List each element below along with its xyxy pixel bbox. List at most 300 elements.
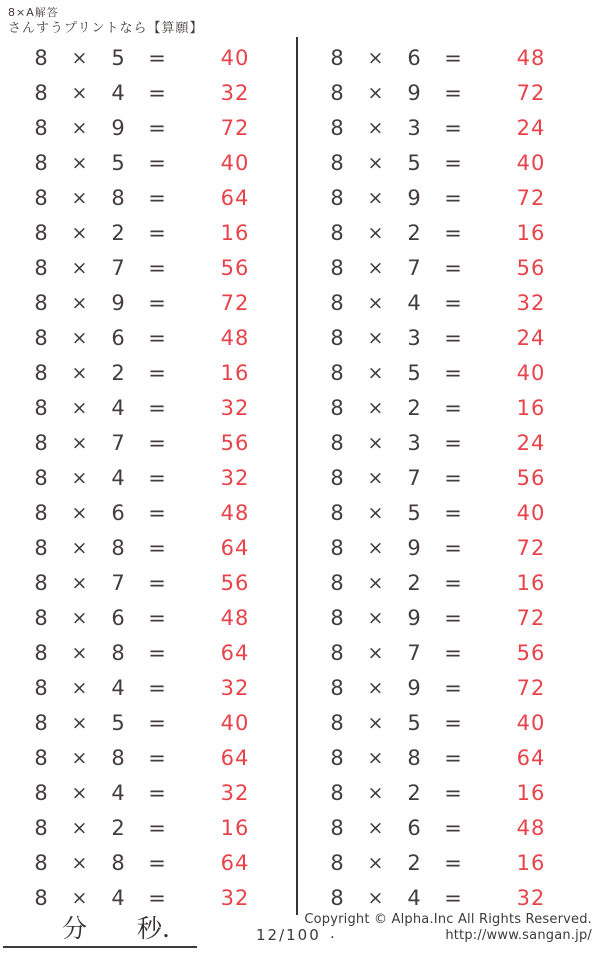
answer: 16 (516, 850, 546, 875)
answer: 24 (516, 115, 546, 140)
multiplier: 3 (407, 430, 421, 455)
problem-row (296, 880, 592, 915)
answer: 56 (220, 430, 250, 455)
answer: 32 (220, 80, 250, 105)
answer: 24 (516, 325, 546, 350)
equals-sign: = (444, 465, 462, 490)
multiplier: 8 (111, 535, 125, 560)
multiplicand: 8 (330, 535, 344, 560)
times-sign: × (367, 606, 384, 629)
multiplier: 4 (111, 395, 125, 420)
answer: 64 (220, 745, 250, 770)
multiplicand: 8 (34, 290, 48, 315)
multiplicand: 8 (330, 640, 344, 665)
equals-sign: = (148, 395, 166, 420)
answer: 48 (220, 325, 250, 350)
page-title: 8×A解答 (8, 6, 59, 19)
multiplicand: 8 (330, 430, 344, 455)
times-sign: × (367, 326, 384, 349)
times-sign: × (71, 501, 88, 524)
multiplicand: 8 (34, 360, 48, 385)
multiplier: 9 (407, 675, 421, 700)
multiplier: 2 (407, 395, 421, 420)
multiplicand: 8 (330, 885, 344, 910)
multiplier: 2 (111, 220, 125, 245)
times-sign: × (367, 221, 384, 244)
answer: 40 (220, 45, 250, 70)
answer: 40 (516, 360, 546, 385)
multiplier: 2 (111, 360, 125, 385)
times-sign: × (71, 256, 88, 279)
answer: 64 (220, 185, 250, 210)
multiplier: 9 (407, 605, 421, 630)
equals-sign: = (148, 815, 166, 840)
answer: 40 (220, 150, 250, 175)
multiplicand: 8 (34, 465, 48, 490)
problem-row (296, 40, 592, 75)
multiplier: 9 (111, 290, 125, 315)
multiplicand: 8 (330, 45, 344, 70)
answer: 48 (516, 815, 546, 840)
equals-sign: = (444, 815, 462, 840)
multiplicand: 8 (34, 45, 48, 70)
answer: 40 (516, 150, 546, 175)
answer: 72 (220, 290, 250, 315)
times-sign: × (71, 396, 88, 419)
times-sign: × (367, 641, 384, 664)
problem-row (0, 600, 296, 635)
multiplicand: 8 (330, 115, 344, 140)
problem-row (0, 565, 296, 600)
times-sign: × (71, 886, 88, 909)
multiplier: 5 (407, 710, 421, 735)
answer: 56 (516, 640, 546, 665)
problem-row (0, 530, 296, 565)
times-sign: × (367, 116, 384, 139)
answer: 56 (516, 255, 546, 280)
equals-sign: = (148, 675, 166, 700)
multiplicand: 8 (34, 850, 48, 875)
equals-sign: = (444, 570, 462, 595)
multiplier: 8 (111, 745, 125, 770)
answer: 64 (220, 850, 250, 875)
multiplicand: 8 (34, 395, 48, 420)
multiplier: 8 (111, 850, 125, 875)
times-sign: × (367, 81, 384, 104)
times-sign: × (367, 781, 384, 804)
problem-row (0, 285, 296, 320)
multiplier: 3 (407, 325, 421, 350)
equals-sign: = (444, 220, 462, 245)
times-sign: × (71, 326, 88, 349)
multiplier: 4 (111, 885, 125, 910)
times-sign: × (71, 536, 88, 559)
multiplicand: 8 (330, 570, 344, 595)
problem-row (0, 110, 296, 145)
multiplier: 5 (407, 360, 421, 385)
problem-row (296, 775, 592, 810)
times-sign: × (367, 396, 384, 419)
equals-sign: = (444, 885, 462, 910)
multiplicand: 8 (34, 780, 48, 805)
answer: 72 (516, 185, 546, 210)
times-sign: × (71, 221, 88, 244)
times-sign: × (71, 851, 88, 874)
problem-row (0, 670, 296, 705)
multiplicand: 8 (330, 290, 344, 315)
multiplicand: 8 (34, 745, 48, 770)
equals-sign: = (148, 885, 166, 910)
multiplier: 7 (407, 640, 421, 665)
problem-row (296, 600, 592, 635)
multiplicand: 8 (34, 80, 48, 105)
answer: 64 (220, 640, 250, 665)
multiplicand: 8 (34, 255, 48, 280)
multiplier: 8 (111, 185, 125, 210)
multiplicand: 8 (34, 885, 48, 910)
equals-sign: = (148, 115, 166, 140)
answer: 72 (220, 115, 250, 140)
multiplicand: 8 (34, 150, 48, 175)
equals-sign: = (148, 710, 166, 735)
equals-sign: = (444, 115, 462, 140)
multiplicand: 8 (34, 325, 48, 350)
equals-sign: = (148, 605, 166, 630)
times-sign: × (71, 81, 88, 104)
equals-sign: = (148, 185, 166, 210)
multiplicand: 8 (330, 850, 344, 875)
answer: 24 (516, 430, 546, 455)
answer: 56 (516, 465, 546, 490)
problem-row (296, 740, 592, 775)
multiplicand: 8 (330, 710, 344, 735)
problems-column-right (296, 40, 592, 915)
multiplicand: 8 (330, 360, 344, 385)
times-sign: × (367, 851, 384, 874)
multiplier: 6 (111, 500, 125, 525)
problem-row (0, 145, 296, 180)
equals-sign: = (444, 640, 462, 665)
multiplier: 5 (111, 150, 125, 175)
answer: 72 (516, 80, 546, 105)
multiplicand: 8 (34, 640, 48, 665)
website-url: http://www.sangan.jp/ (445, 928, 592, 943)
equals-sign: = (148, 500, 166, 525)
answer: 16 (516, 220, 546, 245)
equals-sign: = (444, 290, 462, 315)
times-sign: × (71, 816, 88, 839)
answer: 32 (516, 290, 546, 315)
problem-row (0, 705, 296, 740)
multiplier: 4 (111, 675, 125, 700)
multiplicand: 8 (34, 675, 48, 700)
copyright-text: Copyright © Alpha.Inc All Rights Reserved. (304, 912, 592, 927)
multiplicand: 8 (330, 605, 344, 630)
times-sign: × (367, 361, 384, 384)
problem-row (0, 495, 296, 530)
equals-sign: = (444, 710, 462, 735)
time-entry-line (3, 908, 197, 948)
multiplicand: 8 (34, 570, 48, 595)
multiplicand: 8 (330, 815, 344, 840)
times-sign: × (367, 501, 384, 524)
multiplier: 5 (111, 710, 125, 735)
problem-row (296, 75, 592, 110)
multiplier: 7 (407, 465, 421, 490)
multiplicand: 8 (330, 325, 344, 350)
multiplicand: 8 (34, 185, 48, 210)
multiplicand: 8 (330, 780, 344, 805)
times-sign: × (367, 816, 384, 839)
answer: 72 (516, 675, 546, 700)
times-sign: × (367, 186, 384, 209)
multiplier: 7 (111, 430, 125, 455)
equals-sign: = (148, 640, 166, 665)
equals-sign: = (148, 290, 166, 315)
times-sign: × (71, 46, 88, 69)
multiplicand: 8 (330, 675, 344, 700)
problem-row (296, 145, 592, 180)
answer: 64 (220, 535, 250, 560)
answer: 16 (220, 360, 250, 385)
problem-row (0, 250, 296, 285)
equals-sign: = (148, 465, 166, 490)
problem-row (0, 180, 296, 215)
times-sign: × (71, 431, 88, 454)
equals-sign: = (148, 850, 166, 875)
equals-sign: = (148, 325, 166, 350)
equals-sign: = (444, 430, 462, 455)
multiplier: 9 (111, 115, 125, 140)
equals-sign: = (148, 80, 166, 105)
times-sign: × (367, 886, 384, 909)
page-number: 12/100 (256, 926, 321, 944)
seconds-label: 秒. (137, 914, 170, 943)
multiplier: 2 (111, 815, 125, 840)
problem-row (296, 530, 592, 565)
multiplicand: 8 (330, 500, 344, 525)
answer: 72 (516, 535, 546, 560)
multiplier: 2 (407, 850, 421, 875)
multiplicand: 8 (330, 80, 344, 105)
times-sign: × (71, 186, 88, 209)
times-sign: × (71, 291, 88, 314)
problem-row (0, 425, 296, 460)
problem-row (0, 215, 296, 250)
times-sign: × (71, 571, 88, 594)
multiplicand: 8 (330, 220, 344, 245)
multiplier: 5 (407, 500, 421, 525)
times-sign: × (367, 291, 384, 314)
times-sign: × (367, 46, 384, 69)
multiplier: 8 (407, 745, 421, 770)
times-sign: × (71, 746, 88, 769)
answer: 48 (220, 500, 250, 525)
multiplier: 9 (407, 535, 421, 560)
multiplier: 4 (111, 465, 125, 490)
problem-row (0, 355, 296, 390)
equals-sign: = (444, 535, 462, 560)
problem-row (296, 565, 592, 600)
answer: 16 (220, 815, 250, 840)
problem-row (0, 320, 296, 355)
times-sign: × (367, 256, 384, 279)
answer: 16 (220, 220, 250, 245)
problem-row (0, 775, 296, 810)
multiplicand: 8 (34, 430, 48, 455)
multiplier: 4 (407, 885, 421, 910)
multiplier: 2 (407, 220, 421, 245)
answer: 48 (516, 45, 546, 70)
stray-dot: . (330, 924, 335, 942)
problem-row (296, 250, 592, 285)
multiplier: 9 (407, 80, 421, 105)
multiplier: 7 (407, 255, 421, 280)
multiplier: 4 (111, 80, 125, 105)
multiplier: 6 (407, 815, 421, 840)
answer: 64 (516, 745, 546, 770)
times-sign: × (71, 641, 88, 664)
multiplier: 7 (111, 570, 125, 595)
answer: 56 (220, 570, 250, 595)
answer: 32 (220, 395, 250, 420)
equals-sign: = (148, 45, 166, 70)
problem-row (296, 355, 592, 390)
problem-row (296, 705, 592, 740)
times-sign: × (71, 361, 88, 384)
multiplicand: 8 (330, 745, 344, 770)
problem-row (296, 495, 592, 530)
equals-sign: = (444, 500, 462, 525)
minutes-label: 分 (62, 914, 88, 943)
multiplicand: 8 (34, 220, 48, 245)
answer: 40 (516, 710, 546, 735)
multiplier: 6 (407, 45, 421, 70)
equals-sign: = (148, 535, 166, 560)
equals-sign: = (148, 360, 166, 385)
problem-row (296, 285, 592, 320)
answer: 56 (220, 255, 250, 280)
multiplier: 6 (111, 325, 125, 350)
multiplier: 2 (407, 570, 421, 595)
equals-sign: = (444, 360, 462, 385)
answer: 40 (220, 710, 250, 735)
times-sign: × (71, 711, 88, 734)
multiplier: 2 (407, 780, 421, 805)
answer: 16 (516, 395, 546, 420)
equals-sign: = (148, 220, 166, 245)
problem-row (296, 215, 592, 250)
problem-row (296, 320, 592, 355)
answer: 16 (516, 780, 546, 805)
problem-row (296, 670, 592, 705)
equals-sign: = (444, 185, 462, 210)
problem-row (296, 810, 592, 845)
multiplicand: 8 (330, 185, 344, 210)
multiplier: 9 (407, 185, 421, 210)
times-sign: × (71, 781, 88, 804)
times-sign: × (367, 151, 384, 174)
problem-row (296, 390, 592, 425)
equals-sign: = (148, 150, 166, 175)
multiplier: 4 (407, 290, 421, 315)
times-sign: × (367, 466, 384, 489)
equals-sign: = (444, 395, 462, 420)
multiplicand: 8 (34, 815, 48, 840)
problem-row (0, 75, 296, 110)
answer: 16 (516, 570, 546, 595)
answer: 32 (516, 885, 546, 910)
equals-sign: = (444, 675, 462, 700)
problem-row (0, 810, 296, 845)
equals-sign: = (444, 45, 462, 70)
equals-sign: = (444, 780, 462, 805)
problem-row (0, 460, 296, 495)
multiplier: 6 (111, 605, 125, 630)
equals-sign: = (148, 745, 166, 770)
equals-sign: = (444, 150, 462, 175)
multiplicand: 8 (34, 710, 48, 735)
problem-row (296, 845, 592, 880)
equals-sign: = (148, 570, 166, 595)
problem-row (0, 390, 296, 425)
multiplier: 8 (111, 640, 125, 665)
page-subtitle: さんすうプリントなら【算願】 (8, 21, 204, 36)
multiplicand: 8 (330, 150, 344, 175)
answer: 32 (220, 675, 250, 700)
times-sign: × (71, 466, 88, 489)
equals-sign: = (444, 255, 462, 280)
times-sign: × (71, 116, 88, 139)
equals-sign: = (148, 430, 166, 455)
multiplier: 7 (111, 255, 125, 280)
multiplier: 4 (111, 780, 125, 805)
equals-sign: = (444, 325, 462, 350)
problem-row (0, 845, 296, 880)
problem-row (0, 635, 296, 670)
equals-sign: = (444, 850, 462, 875)
header (8, 5, 203, 37)
problem-row (0, 740, 296, 775)
equals-sign: = (444, 605, 462, 630)
answer: 32 (220, 885, 250, 910)
equals-sign: = (444, 80, 462, 105)
problem-row (0, 40, 296, 75)
problem-row (296, 425, 592, 460)
equals-sign: = (148, 780, 166, 805)
problem-row (296, 460, 592, 495)
times-sign: × (367, 746, 384, 769)
answer: 48 (220, 605, 250, 630)
multiplier: 3 (407, 115, 421, 140)
times-sign: × (367, 431, 384, 454)
copyright (304, 912, 592, 944)
times-sign: × (367, 571, 384, 594)
multiplicand: 8 (34, 535, 48, 560)
times-sign: × (71, 676, 88, 699)
answer: 32 (220, 465, 250, 490)
problem-row (296, 110, 592, 145)
answer: 32 (220, 780, 250, 805)
multiplier: 5 (407, 150, 421, 175)
times-sign: × (367, 676, 384, 699)
problem-row (296, 180, 592, 215)
multiplicand: 8 (34, 115, 48, 140)
multiplicand: 8 (34, 500, 48, 525)
equals-sign: = (444, 745, 462, 770)
problem-row (296, 635, 592, 670)
problems-column-left (0, 40, 296, 915)
